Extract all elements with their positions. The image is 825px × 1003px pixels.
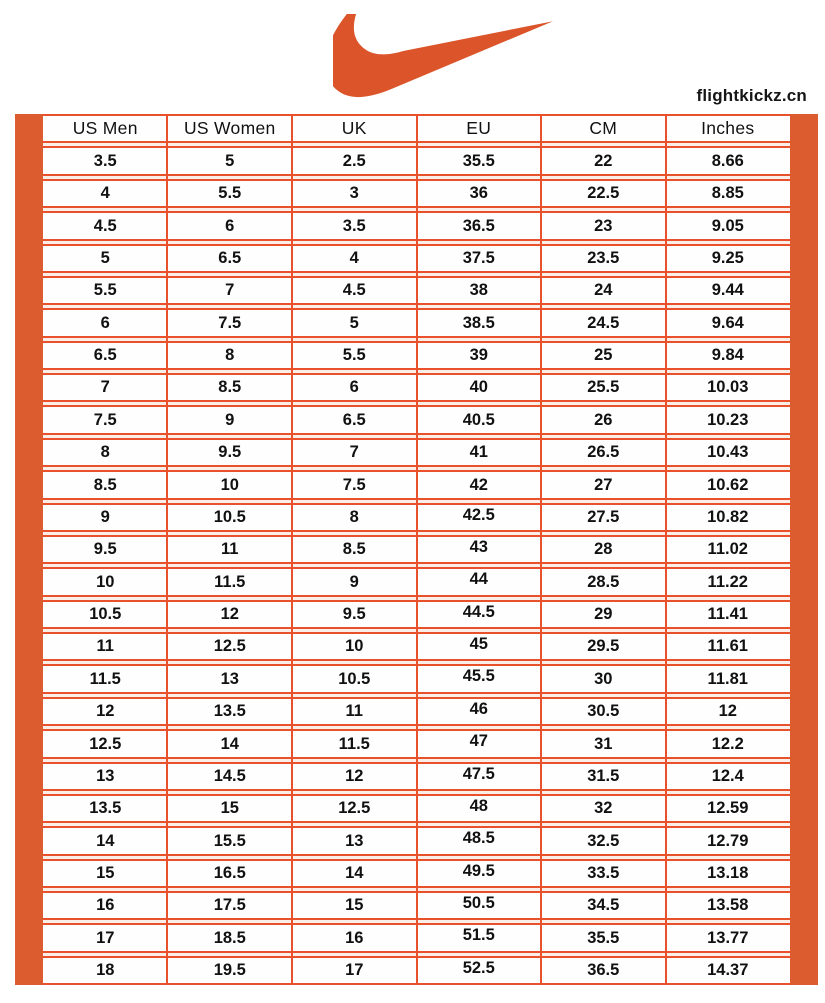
table-cell: 52.5 xyxy=(462,958,495,977)
table-cell: 12 xyxy=(718,702,737,721)
table-cell: 10.43 xyxy=(707,443,749,462)
table-row xyxy=(43,762,790,791)
table-grid xyxy=(43,114,790,985)
table-cell: 36 xyxy=(469,184,488,203)
size-conversion-table xyxy=(15,114,818,985)
table-cell: 12.5 xyxy=(213,637,246,656)
table-cell: 8.85 xyxy=(711,184,744,203)
table-cell: 7 xyxy=(225,281,235,300)
table-cell: 12 xyxy=(220,605,239,624)
table-cell: 33.5 xyxy=(587,864,620,883)
table-cell: 7.5 xyxy=(218,313,242,332)
table-cell: 49.5 xyxy=(462,861,495,880)
nike-swoosh-icon xyxy=(333,14,553,97)
table-cell: 5.5 xyxy=(93,281,117,300)
table-row xyxy=(43,470,790,499)
table-cell: 10.23 xyxy=(707,410,749,429)
table-cell: 18.5 xyxy=(213,928,246,947)
table-row xyxy=(43,211,790,240)
table-cell: 35.5 xyxy=(587,928,620,947)
table-cell: 12 xyxy=(96,702,115,721)
table-cell: 10.5 xyxy=(338,669,371,688)
table-row xyxy=(43,438,790,467)
table-cell: 45.5 xyxy=(462,667,495,686)
table-cell: 15.5 xyxy=(213,831,246,850)
table-row xyxy=(43,244,790,273)
table-cell: 12.2 xyxy=(711,734,744,753)
table-cell: 9 xyxy=(225,410,235,429)
table-cell: 17 xyxy=(345,961,364,980)
table-cell: 11 xyxy=(345,702,363,721)
table-cell: 28 xyxy=(594,540,613,559)
table-cell: 48.5 xyxy=(462,829,495,848)
table-cell: 3.5 xyxy=(342,216,366,235)
table-cell: 13.5 xyxy=(89,799,122,818)
table-cell: 15 xyxy=(345,896,364,915)
table-cell: 19.5 xyxy=(213,961,246,980)
table-header-row xyxy=(43,114,790,143)
table-cell: 9.05 xyxy=(711,216,744,235)
table-cell: 6.5 xyxy=(342,410,366,429)
table-cell: 9.44 xyxy=(711,281,744,300)
table-cell: 9.84 xyxy=(711,346,744,365)
table-cell: 6 xyxy=(349,378,359,397)
left-orange-bar xyxy=(15,114,43,985)
table-cell: 11 xyxy=(96,637,114,656)
table-cell: 35.5 xyxy=(462,151,495,170)
column-header-uk: UK xyxy=(341,117,367,138)
table-cell: 9.5 xyxy=(218,443,242,462)
table-cell: 40 xyxy=(469,378,488,397)
table-row xyxy=(43,503,790,532)
table-cell: 27.5 xyxy=(587,507,620,526)
table-cell: 26 xyxy=(594,410,613,429)
table-cell: 16.5 xyxy=(213,864,246,883)
table-cell: 7.5 xyxy=(93,410,117,429)
table-cell: 14 xyxy=(345,864,364,883)
table-cell: 5 xyxy=(100,248,110,267)
table-cell: 10.82 xyxy=(707,507,749,526)
table-cell: 3.5 xyxy=(93,151,117,170)
table-cell: 29 xyxy=(594,605,613,624)
table-cell: 8.5 xyxy=(218,378,242,397)
table-row xyxy=(43,179,790,208)
table-row xyxy=(43,567,790,596)
table-cell: 32.5 xyxy=(587,831,620,850)
table-cell: 22.5 xyxy=(587,184,620,203)
table-cell: 31.5 xyxy=(587,766,620,785)
table-row xyxy=(43,664,790,693)
table-cell: 13 xyxy=(220,669,239,688)
table-cell: 9 xyxy=(100,507,110,526)
table-cell: 7 xyxy=(349,443,359,462)
column-header-eu: EU xyxy=(466,117,492,138)
table-row xyxy=(43,405,790,434)
table-row xyxy=(43,632,790,661)
table-cell: 11.5 xyxy=(89,669,121,688)
table-cell: 5 xyxy=(349,313,359,332)
table-cell: 47 xyxy=(469,732,488,751)
table-cell: 14.5 xyxy=(213,766,246,785)
table-cell: 6 xyxy=(100,313,110,332)
table-cell: 6 xyxy=(225,216,235,235)
watermark-flightkickz: flightkickz.cn xyxy=(696,86,807,105)
table-row xyxy=(43,923,790,952)
table-cell: 12.5 xyxy=(338,799,371,818)
table-cell: 11.02 xyxy=(707,540,748,559)
table-cell: 5.5 xyxy=(218,184,242,203)
table-cell: 13 xyxy=(345,831,364,850)
table-row xyxy=(43,794,790,823)
table-cell: 37.5 xyxy=(462,248,495,267)
table-cell: 17 xyxy=(96,928,115,947)
table-cell: 11.22 xyxy=(707,572,748,591)
table-cell: 13.5 xyxy=(213,702,246,721)
table-cell: 38.5 xyxy=(462,313,495,332)
table-cell: 51.5 xyxy=(462,926,495,945)
table-cell: 45 xyxy=(469,635,488,653)
table-cell: 29.5 xyxy=(587,637,620,656)
table-row xyxy=(43,697,790,726)
table-row xyxy=(43,276,790,305)
table-cell: 48 xyxy=(469,796,488,815)
table-cell: 13 xyxy=(96,766,115,785)
table-cell: 4 xyxy=(100,184,110,203)
table-cell: 32 xyxy=(594,799,613,818)
table-cell: 8.5 xyxy=(93,475,117,494)
table-cell: 44 xyxy=(469,570,488,589)
table-cell: 14 xyxy=(220,734,239,753)
table-cell: 10 xyxy=(96,572,115,591)
table-cell: 9.5 xyxy=(93,540,117,559)
table-cell: 13.58 xyxy=(707,896,749,915)
table-cell: 11.5 xyxy=(214,572,246,591)
table-row xyxy=(43,373,790,402)
table-cell: 23 xyxy=(594,216,613,235)
table-cell: 47.5 xyxy=(462,764,495,783)
table-row xyxy=(43,146,790,175)
table-cell: 10.5 xyxy=(213,507,246,526)
table-cell: 4.5 xyxy=(93,216,117,235)
table-cell: 10.03 xyxy=(707,378,749,397)
table-cell: 17.5 xyxy=(213,896,246,915)
table-cell: 10 xyxy=(345,637,364,656)
table-cell: 6.5 xyxy=(93,346,117,365)
table-cell: 10.62 xyxy=(707,475,749,494)
table-cell: 18 xyxy=(96,961,115,980)
table-cell: 27 xyxy=(594,475,613,494)
table-cell: 13.18 xyxy=(707,864,749,883)
table-cell: 16 xyxy=(96,896,115,915)
table-row xyxy=(43,341,790,370)
table-cell: 28.5 xyxy=(587,572,620,591)
table-cell: 24 xyxy=(594,281,613,300)
table-cell: 14.37 xyxy=(707,961,749,980)
nike-logo xyxy=(333,14,553,98)
table-cell: 2.5 xyxy=(342,151,366,170)
table-cell: 11.61 xyxy=(707,637,748,656)
table-cell: 7.5 xyxy=(342,475,366,494)
table-cell: 11.5 xyxy=(338,734,370,753)
table-cell: 30 xyxy=(594,669,613,688)
right-orange-bar xyxy=(790,114,818,985)
column-header-us-women: US Women xyxy=(183,117,276,138)
table-cell: 34.5 xyxy=(587,896,620,915)
table-row xyxy=(43,600,790,629)
table-cell: 39 xyxy=(469,346,488,365)
table-cell: 5.5 xyxy=(342,346,366,365)
table-cell: 3 xyxy=(349,184,359,203)
table-cell: 9 xyxy=(349,572,359,591)
table-row xyxy=(43,308,790,337)
table-cell: 24.5 xyxy=(587,313,620,332)
table-cell: 9.25 xyxy=(711,248,744,267)
table-cell: 22 xyxy=(594,151,613,170)
table-row xyxy=(43,535,790,564)
table-cell: 44.5 xyxy=(462,602,495,621)
table-cell: 31 xyxy=(594,734,613,753)
column-header-cm: CM xyxy=(589,117,618,138)
table-cell: 12 xyxy=(345,766,364,785)
table-cell: 40.5 xyxy=(462,410,495,429)
table-cell: 30.5 xyxy=(587,702,620,721)
table-cell: 12.79 xyxy=(707,831,749,850)
table-cell: 16 xyxy=(345,928,364,947)
table-cell: 12.5 xyxy=(89,734,122,753)
table-cell: 11.81 xyxy=(707,669,748,688)
table-cell: 25 xyxy=(594,346,613,365)
table-cell: 8 xyxy=(225,346,235,365)
table-cell: 43 xyxy=(469,537,488,556)
table-cell: 6.5 xyxy=(218,248,242,267)
table-cell: 12.59 xyxy=(707,799,749,818)
table-cell: 7 xyxy=(100,378,110,397)
table-cell: 14 xyxy=(96,831,115,850)
table-cell: 8 xyxy=(100,443,110,462)
table-cell: 23.5 xyxy=(587,248,620,267)
table-cell: 12.4 xyxy=(711,766,744,785)
table-cell: 9.64 xyxy=(711,313,744,332)
table-cell: 36.5 xyxy=(462,216,495,235)
table-cell: 8.5 xyxy=(342,540,366,559)
table-cell: 10 xyxy=(220,475,239,494)
table-cell: 10.5 xyxy=(89,605,122,624)
table-row xyxy=(43,729,790,758)
table-cell: 26.5 xyxy=(587,443,620,462)
table-cell: 42 xyxy=(469,475,488,494)
table-cell: 46 xyxy=(469,699,488,718)
table-cell: 5 xyxy=(225,151,235,170)
column-header-inches: Inches xyxy=(701,117,755,138)
table-cell: 38 xyxy=(469,281,488,300)
table-cell: 11.41 xyxy=(707,605,748,624)
table-row xyxy=(43,859,790,888)
table-cell: 36.5 xyxy=(587,961,620,980)
table-cell: 50.5 xyxy=(462,894,495,912)
table-cell: 8.66 xyxy=(711,151,744,170)
table-cell: 15 xyxy=(220,799,239,818)
table-cell: 15 xyxy=(96,864,115,883)
table-row xyxy=(43,891,790,920)
table-cell: 13.77 xyxy=(707,928,749,947)
table-cell: 11 xyxy=(221,540,239,559)
table-row xyxy=(43,826,790,855)
table-cell: 8 xyxy=(349,507,359,526)
table-cell: 9.5 xyxy=(342,605,366,624)
table-cell: 42.5 xyxy=(462,505,495,524)
table-cell: 4 xyxy=(349,248,359,267)
table-row xyxy=(43,956,790,985)
column-header-us-men: US Men xyxy=(72,117,138,138)
table-cell: 25.5 xyxy=(587,378,620,397)
table-cell: 41 xyxy=(469,443,488,462)
table-cell: 4.5 xyxy=(342,281,366,300)
